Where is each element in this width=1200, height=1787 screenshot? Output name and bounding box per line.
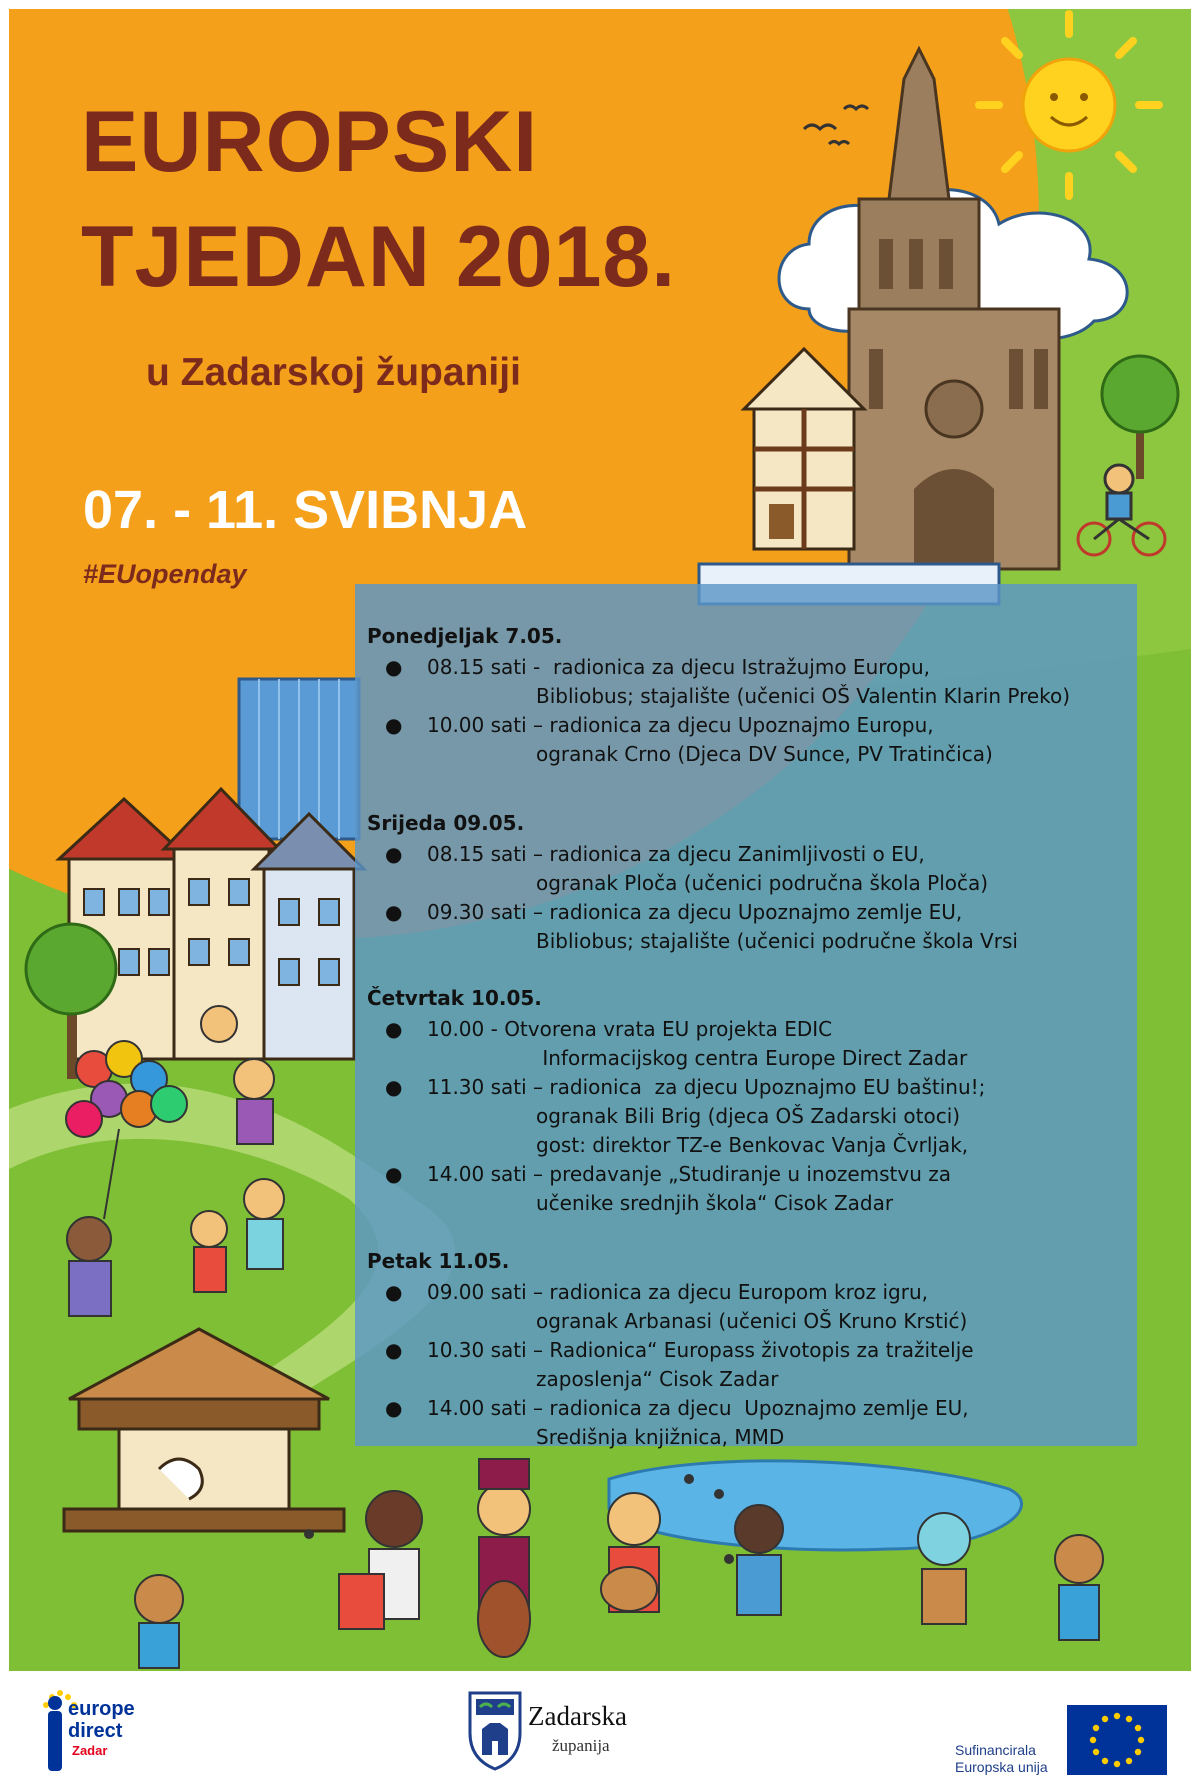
- bullet-icon: ●: [385, 1075, 403, 1099]
- event-text: ogranak Arbanasi (učenici OŠ Kruno Krstić): [536, 1309, 968, 1333]
- hashtag: #EUopenday: [83, 559, 247, 589]
- event-text: Informacijskog centra Europe Direct Zadar: [536, 1046, 968, 1070]
- europe-direct-word-2: direct: [68, 1720, 123, 1742]
- bullet-icon: ●: [385, 1162, 403, 1186]
- event-text: učenike srednjih škola“ Cisok Zadar: [536, 1191, 894, 1215]
- event-text: Središnja knjižnica, MMD: [536, 1425, 785, 1449]
- event-text: 09.30 sati – radionica za djecu Upoznajmo zemlje EU,: [427, 900, 963, 924]
- bullet-icon: ●: [385, 713, 403, 737]
- event-poster: [9, 9, 1191, 1671]
- event-text: ogranak Bili Brig (djeca OŠ Zadarski otoci): [536, 1104, 961, 1128]
- eu-cofunded-text-2: Europska unija: [955, 1759, 1048, 1775]
- event-text: gost: direktor TZ-e Benkovac Vanja Čvrljak,: [536, 1133, 969, 1157]
- event-text: 14.00 sati – predavanje „Studiranje u inozemstvu za: [427, 1162, 951, 1186]
- event-text: 09.00 sati – radionica za djecu Europom kroz igru,: [427, 1280, 928, 1304]
- event-item: [367, 898, 1127, 956]
- bullet-icon: ●: [385, 1396, 403, 1420]
- event-text: 11.30 sati – radionica za djecu Upoznajmo EU baštinu!;: [427, 1075, 986, 1099]
- event-item: [367, 1073, 1127, 1160]
- event-text: Bibliobus; stajalište (učenici OŠ Valentin Klarin Preko): [536, 684, 1071, 708]
- event-text: 10.00 - Otvorena vrata EU projekta EDIC: [427, 1017, 833, 1041]
- event-dates: 07. - 11. SVIBNJA: [83, 480, 528, 540]
- event-item: [367, 1160, 1127, 1218]
- event-text: 08.15 sati - radionica za djecu Istražujmo Europu,: [427, 655, 930, 679]
- event-text: 10.00 sati – radionica za djecu Upoznajmo Europu,: [427, 713, 934, 737]
- event-text: 08.15 sati – radionica za djecu Zanimljivosti o EU,: [427, 842, 925, 866]
- schedule-day: [367, 622, 1127, 769]
- county-word: županija: [552, 1736, 610, 1755]
- europe-direct-city: Zadar: [72, 1743, 108, 1758]
- schedule-panel: [355, 584, 1137, 1449]
- bullet-icon: ●: [385, 1338, 403, 1362]
- day-title: Četvrtak 10.05.: [367, 986, 542, 1010]
- schedule-day: [367, 984, 1127, 1218]
- schedule-day: [367, 809, 1127, 956]
- eu-cofunded-text-1: Sufinancirala: [955, 1742, 1036, 1758]
- bullet-icon: ●: [385, 1017, 403, 1041]
- county-crest-logo: [470, 1693, 627, 1769]
- eu-cofunding-logo: [955, 1705, 1167, 1775]
- sponsor-logos: [0, 1671, 1200, 1783]
- event-item: [367, 1278, 1127, 1336]
- day-title: Ponedjeljak 7.05.: [367, 624, 563, 648]
- event-text: zaposlenja“ Cisok Zadar: [536, 1367, 779, 1391]
- event-text: Bibliobus; stajalište (učenici područne škola Vrsi: [536, 929, 1018, 953]
- event-item: [367, 1394, 1127, 1452]
- day-title: Petak 11.05.: [367, 1249, 510, 1273]
- event-item: [367, 1336, 1127, 1394]
- europe-direct-word-1: europe: [68, 1698, 135, 1720]
- poster-subtitle: u Zadarskoj županiji: [146, 351, 521, 394]
- poster-title-line-1: EUROPSKI: [81, 94, 539, 190]
- sponsor-footer: [0, 1671, 1200, 1783]
- bullet-icon: ●: [385, 900, 403, 924]
- event-text: 14.00 sati – radionica za djecu Upoznajmo zemlje EU,: [427, 1396, 969, 1420]
- schedule-day: [367, 1247, 1127, 1452]
- event-text: ogranak Crno (Djeca DV Sunce, PV Tratinčica): [536, 742, 993, 766]
- county-name: Zadarska: [528, 1701, 627, 1731]
- event-text: ogranak Ploča (učenici područna škola Ploča): [536, 871, 989, 895]
- event-item: [367, 1015, 1127, 1073]
- bullet-icon: ●: [385, 1280, 403, 1304]
- day-title: Srijeda 09.05.: [367, 811, 525, 835]
- bullet-icon: ●: [385, 842, 403, 866]
- event-text: 10.30 sati – Radionica“ Europass životopis za tražitelje: [427, 1338, 974, 1362]
- poster-title-line-2: TJEDAN 2018.: [81, 209, 677, 305]
- bullet-icon: ●: [385, 655, 403, 679]
- event-item: [367, 653, 1127, 711]
- europe-direct-logo: [43, 1690, 135, 1771]
- event-item: [367, 711, 1127, 769]
- event-item: [367, 840, 1127, 898]
